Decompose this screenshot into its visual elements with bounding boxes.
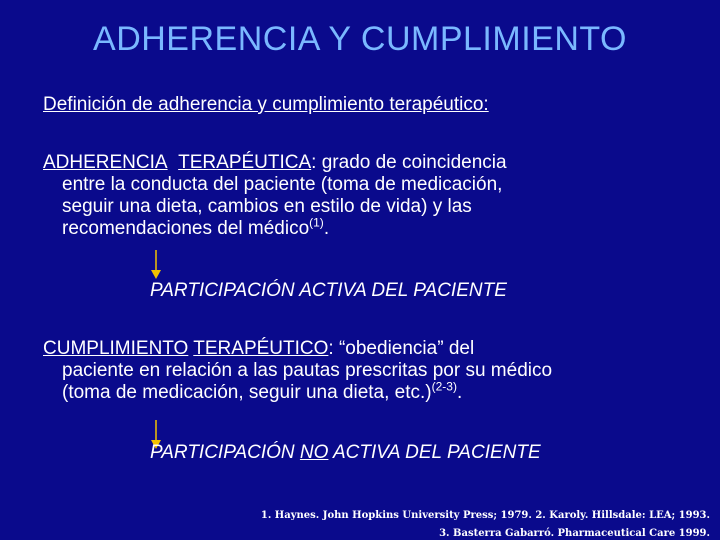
- slide-subtitle: Definición de adherencia y cumplimiento terapéutico:: [43, 94, 489, 115]
- compliance-end: .: [456, 382, 463, 403]
- compliance-word-obediencia: “obediencia”: [338, 338, 444, 359]
- adherence-line-4: [43, 215, 671, 240]
- compliance-term-a: CUMPLIMIENTO: [43, 338, 189, 359]
- adherence-line-1: [43, 152, 671, 174]
- adherence-definition: [43, 152, 671, 240]
- compliance-result-before: PARTICIPACIÓN: [150, 442, 300, 463]
- adherence-line-2: entre la conducta del paciente (toma de medicación,: [62, 174, 503, 195]
- adherence-ref: (1): [309, 215, 324, 230]
- adherence-line-3: seguir una dieta, cambios en estilo de vida) y las: [62, 196, 472, 217]
- slide-title: ADHERENCIA Y CUMPLIMIENTO: [93, 20, 627, 58]
- compliance-line-2: paciente en relación a las pautas prescritas por su médico: [62, 360, 553, 381]
- adherence-term-b: TERAPÉUTICA: [178, 152, 312, 173]
- adherence-result: PARTICIPACIÓN ACTIVA DEL PACIENTE: [150, 280, 507, 301]
- compliance-term-b: TERAPÉUTICO: [193, 338, 329, 359]
- adherence-term-a: ADHERENCIA: [43, 152, 168, 173]
- adherence-end: .: [323, 218, 330, 239]
- compliance-line3-text: (toma de medicación, seguir una dieta, etc.): [62, 382, 432, 403]
- adherence-line4-text: recomendaciones del médico: [62, 218, 310, 239]
- compliance-word-del: del: [448, 338, 475, 359]
- down-arrow-icon: [150, 250, 162, 280]
- compliance-line-1: [43, 338, 671, 360]
- adherence-line1-rest: : grado de coincidencia: [311, 152, 507, 173]
- compliance-colon: :: [328, 338, 334, 359]
- references-line-1: 1. Haynes. John Hopkins University Press; 1979. 2. Karoly. Hillsdale: LEA; 1993.: [260, 510, 710, 521]
- references-line-2: 3. Basterra Gabarró. Pharmaceutical Care 1999.: [439, 528, 710, 539]
- compliance-result-after: ACTIVA DEL PACIENTE: [328, 442, 541, 463]
- compliance-result-emph: NO: [299, 442, 329, 463]
- compliance-definition: [43, 338, 671, 404]
- compliance-ref: (2-3): [431, 379, 457, 394]
- compliance-result: [150, 442, 541, 464]
- compliance-line-3: [43, 379, 671, 404]
